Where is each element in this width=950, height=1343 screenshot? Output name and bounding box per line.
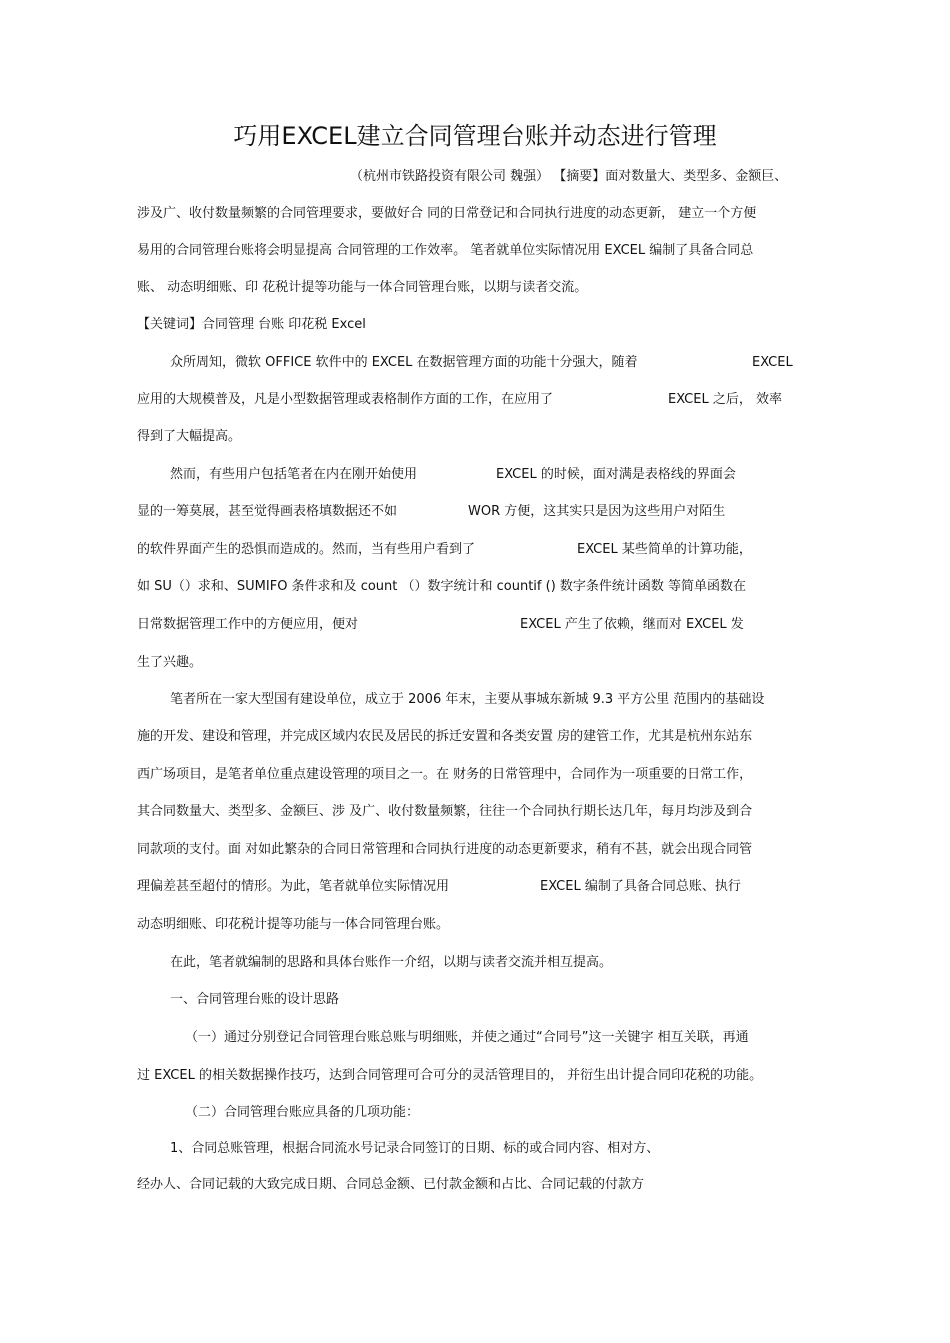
body-line: 笔者所在一家大型国有建设单位，成立于 2006 年末，主要从事城东新城 9.3 平方公里 范围内的基础设 — [170, 692, 765, 707]
body-line: 理偏差甚至超付的情形。为此，笔者就单位实际情况用 — [137, 879, 450, 894]
body-line: EXCEL 之后， 效率 — [668, 392, 782, 407]
body-line: 应用的大规模普及，凡是小型数据管理或表格制作方面的工作，在应用了 — [137, 392, 554, 407]
body-line: EXCEL 产生了依赖，继而对 EXCEL 发 — [520, 617, 744, 632]
subsection-heading: （二）合同管理台账应具备的几项功能： — [185, 1105, 420, 1120]
body-line: 在此，笔者就编制的思路和具体台账作一介绍，以期与读者交流并相互提高。 — [170, 955, 613, 970]
body-line: （一）通过分别登记合同管理台账总账与明细账，并使之通过“合同号”这一关键字 相互关联，再通 — [185, 1030, 749, 1045]
body-line: 其合同数量大、类型多、金额巨、涉 及广、收付数量频繁，往往一个合同执行期长达几年，每月均涉及到合 — [137, 804, 753, 819]
body-line: 然而，有些用户包括笔者在内在刚开始使用 — [170, 467, 418, 482]
body-line: 施的开发、建设和管理，并完成区域内农民及居民的拆迁安置和各类安置 房的建管工作，尤其是杭州东站东 — [137, 729, 753, 744]
keywords-line: 【关键词】合同管理 台账 印花税 Excel — [137, 317, 366, 332]
body-line: 得到了大幅提高。 — [137, 429, 242, 444]
document-title: 巧用EXCEL建立合同管理台账并动态进行管理 — [233, 122, 717, 150]
body-line: EXCEL 的时候，面对满是表格线的界面会 — [496, 467, 736, 482]
body-line: EXCEL 编制了具备合同总账、执行 — [540, 879, 741, 894]
body-line: EXCEL — [752, 355, 793, 370]
section-heading: 一、合同管理台账的设计思路 — [170, 992, 340, 1007]
abstract-line: 账、 动态明细账、印 花税计提等功能与一体合同管理台账，以期与读者交流。 — [137, 280, 588, 295]
body-line: 生了兴趣。 — [137, 655, 203, 670]
body-line: 的软件界面产生的恐惧而造成的。然而，当有些用户看到了 — [137, 542, 476, 557]
abstract-line: 易用的合同管理台账将会明显提高 合同管理的工作效率。 笔者就单位实际情况用 EXCEL 编制了具备合同总 — [137, 243, 754, 258]
body-line: 众所周知，微软 OFFICE 软件中的 EXCEL 在数据管理方面的功能十分强大，随着 — [170, 355, 638, 370]
body-line: 动态明细账、印花税计提等功能与一体合同管理台账。 — [137, 917, 450, 932]
body-line: 过 EXCEL 的相关数据操作技巧，达到合同管理可合可分的灵活管理目的， 并衍生出计提合同印花税的功能。 — [137, 1068, 763, 1083]
abstract-line: 涉及广、收付数量频繁的合同管理要求，要做好合 同的日常登记和合同执行进度的动态更新， 建立一个方便 — [137, 206, 757, 221]
body-line: 西广场项目，是笔者单位重点建设管理的项目之一。在 财务的日常管理中，合同作为一项重要的日常工作， — [137, 767, 753, 782]
body-line: 如 SU（）求和、SUMIFO 条件求和及 count （）数字统计和 countif () 数字条件统计函数 等简单函数在 — [137, 579, 747, 594]
body-line: 显的一筹莫展，甚至觉得画表格填数据还不如 — [137, 504, 398, 519]
author-abstract-line: （杭州市铁路投资有限公司 魏强） 【摘要】面对数量大、类型多、金额巨、 — [350, 169, 788, 184]
body-line: 1、合同总账管理，根据合同流水号记录合同签订的日期、标的或合同内容、相对方、 — [170, 1141, 660, 1156]
body-line: 日常数据管理工作中的方便应用，便对 — [137, 617, 359, 632]
body-line: WOR 方便，这其实只是因为这些用户对陌生 — [468, 504, 726, 519]
body-line: 经办人、合同记载的大致完成日期、合同总金额、已付款金额和占比、合同记载的付款方 — [137, 1177, 645, 1192]
body-line: EXCEL 某些简单的计算功能， — [577, 542, 752, 557]
body-line: 同款项的支付。面 对如此繁杂的合同日常管理和合同执行进度的动态更新要求，稍有不甚，就会出现合同管 — [137, 842, 753, 857]
